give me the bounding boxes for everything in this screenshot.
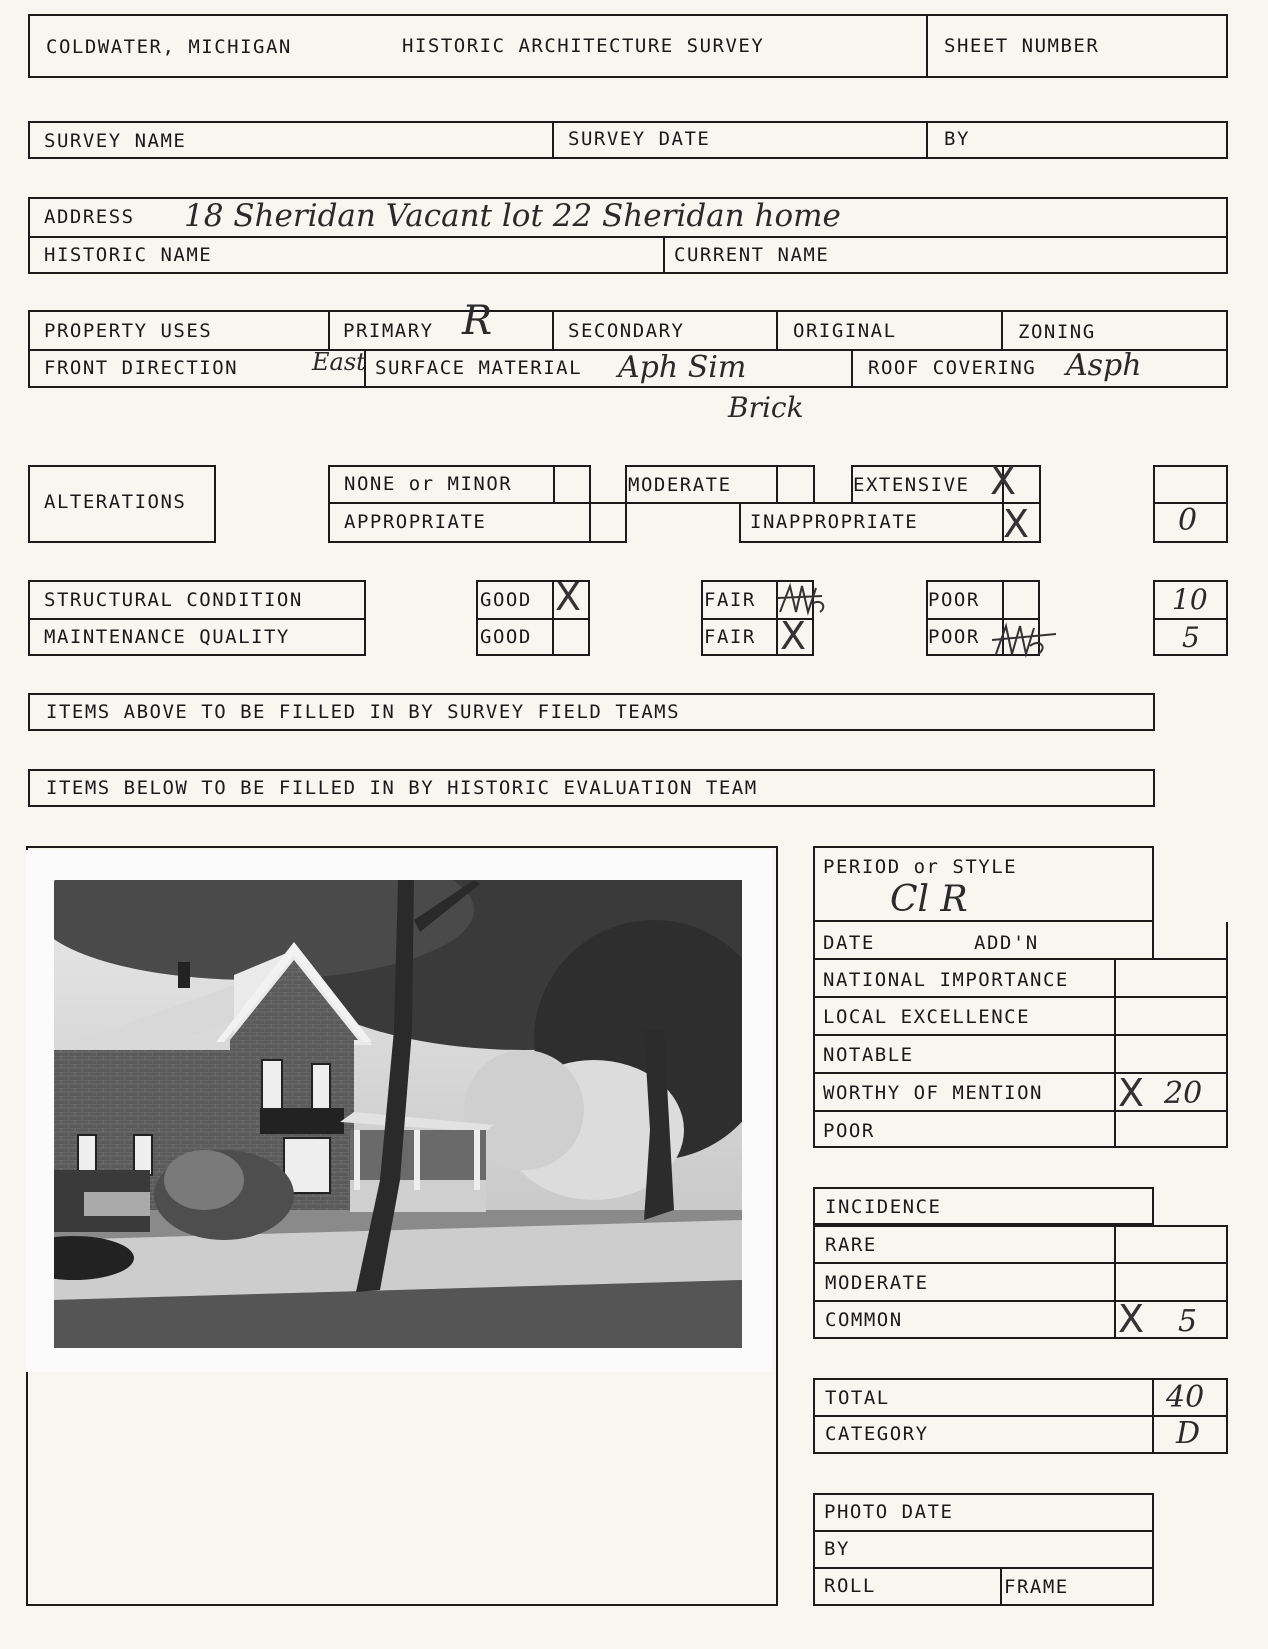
- house-photo-drawing: [54, 880, 742, 1348]
- structural-score: 10: [1172, 583, 1208, 616]
- alt-v6: [739, 502, 741, 543]
- structural-condition-label: STRUCTURAL CONDITION: [44, 589, 303, 611]
- worthy-of-mention-label: WORTHY OF MENTION: [823, 1082, 1043, 1104]
- alt-top-1: [328, 465, 590, 467]
- inc-line-3: [813, 1300, 1228, 1302]
- structural-poor-label: POOR: [928, 589, 980, 611]
- photo-date-label: PHOTO DATE: [824, 1501, 954, 1523]
- common-label: COMMON: [825, 1309, 903, 1331]
- primary-value: R: [462, 298, 493, 344]
- condition-score-mid: [1153, 618, 1228, 620]
- period-style-value: Cl R: [890, 879, 968, 920]
- survey-name-label: SURVEY NAME: [44, 130, 187, 152]
- addn-label: ADD'N: [974, 932, 1039, 954]
- date-label: DATE: [823, 932, 875, 954]
- inc-line-1: [813, 1225, 1228, 1227]
- alt-v4: [776, 465, 778, 502]
- survey-title: HISTORIC ARCHITECTURE SURVEY: [402, 35, 765, 57]
- eval-line-2: [813, 996, 1228, 998]
- totals-v: [1152, 1378, 1154, 1454]
- items-below-note: ITEMS BELOW TO BE FILLED IN BY HISTORIC EVALUATION TEAM: [46, 777, 758, 799]
- original-label: ORIGINAL: [793, 320, 897, 342]
- structural-good-label: GOOD: [480, 589, 532, 611]
- eval-line-3: [813, 1034, 1228, 1036]
- worthy-mark: X: [1118, 1071, 1145, 1115]
- alt-v9: [1039, 465, 1041, 543]
- location-label: COLDWATER, MICHIGAN: [46, 36, 292, 58]
- roll-label: ROLL: [824, 1575, 876, 1597]
- common-score: 5: [1178, 1304, 1198, 1339]
- category-label: CATEGORY: [825, 1423, 929, 1445]
- condition-label-mid: [28, 618, 366, 620]
- front-direction-label: FRONT DIRECTION: [44, 357, 239, 379]
- surface-material-value: Aph Sim: [618, 350, 747, 385]
- photo-info-v: [1000, 1567, 1002, 1606]
- historic-name-label: HISTORIC NAME: [44, 244, 213, 266]
- property-div-4: [1001, 310, 1003, 349]
- roof-covering-value: Asph: [1066, 348, 1142, 383]
- maintenance-fair-label: FAIR: [704, 626, 756, 648]
- sheet-number-label: SHEET NUMBER: [944, 35, 1100, 57]
- good-v: [552, 580, 554, 656]
- address-midline: [28, 236, 1228, 238]
- eval-line-4: [813, 1072, 1228, 1074]
- maintenance-poor-scribble: [990, 620, 1060, 658]
- property-div-6: [851, 349, 853, 388]
- inc-line-2: [813, 1262, 1228, 1264]
- extensive-mark: X: [990, 459, 1017, 503]
- photo-info-line-1: [813, 1530, 1154, 1532]
- alterations-label: ALTERATIONS: [44, 491, 187, 513]
- items-above-note: ITEMS ABOVE TO BE FILLED IN BY SURVEY FIELD TEAMS: [46, 701, 681, 723]
- current-name-label: CURRENT NAME: [674, 244, 830, 266]
- survey-divider-2: [926, 121, 928, 159]
- structural-fair-scribble: [776, 582, 828, 616]
- alterations-score: 0: [1178, 503, 1198, 538]
- inappropriate-label: INAPPROPRIATE: [750, 511, 919, 533]
- incidence-moderate-label: MODERATE: [825, 1272, 929, 1294]
- inc-v1: [1114, 1225, 1116, 1339]
- none-or-minor-label: NONE or MINOR: [344, 473, 513, 495]
- front-direction-value: East: [312, 348, 366, 376]
- structural-good-mark: X: [555, 575, 582, 619]
- category-value: D: [1176, 1416, 1201, 1451]
- alt-v5: [813, 465, 815, 502]
- primary-label: PRIMARY: [343, 320, 434, 342]
- common-mark: X: [1118, 1297, 1145, 1341]
- inappropriate-mark: X: [1003, 502, 1030, 546]
- extensive-label: EXTENSIVE: [853, 474, 970, 496]
- worthy-score: 20: [1164, 1076, 1203, 1111]
- survey-by-label: BY: [944, 128, 970, 150]
- header-divider: [926, 14, 928, 78]
- notable-label: NOTABLE: [823, 1044, 914, 1066]
- maintenance-fair-mark: X: [780, 614, 807, 658]
- address-label: ADDRESS: [44, 206, 135, 228]
- alt-v2: [589, 465, 591, 543]
- eval-poor-label: POOR: [823, 1120, 875, 1142]
- maintenance-quality-label: MAINTENANCE QUALITY: [44, 626, 290, 648]
- house-photo: [54, 880, 742, 1348]
- address-divider: [663, 236, 665, 274]
- survey-divider-1: [552, 121, 554, 159]
- incidence-label: INCIDENCE: [825, 1196, 942, 1218]
- address-value: 18 Sheridan Vacant lot 22 Sheridan home: [184, 198, 841, 234]
- surface-material-label: SURFACE MATERIAL: [375, 357, 583, 379]
- survey-date-label: SURVEY DATE: [568, 128, 711, 150]
- alt-mid: [328, 502, 1040, 504]
- maintenance-score: 5: [1182, 621, 1200, 654]
- total-value: 40: [1166, 1380, 1205, 1415]
- zoning-label: ZONING: [1018, 321, 1096, 343]
- property-div-2: [552, 310, 554, 349]
- property-uses-label: PROPERTY USES: [44, 320, 213, 342]
- totals-mid: [813, 1415, 1228, 1417]
- alt-v3: [625, 465, 627, 543]
- local-excellence-label: LOCAL EXCELLENCE: [823, 1006, 1031, 1028]
- alt-top-2: [625, 465, 815, 467]
- total-label: TOTAL: [825, 1387, 890, 1409]
- property-div-3: [776, 310, 778, 349]
- alt-bottom-1: [328, 541, 626, 543]
- maintenance-poor-label: POOR: [928, 626, 980, 648]
- national-importance-label: NATIONAL IMPORTANCE: [823, 969, 1069, 991]
- rare-label: RARE: [825, 1234, 877, 1256]
- roof-covering-label: ROOF COVERING: [868, 357, 1037, 379]
- eval-v1: [1114, 958, 1116, 1148]
- moderate-label: MODERATE: [628, 474, 732, 496]
- period-style-label: PERIOD or STYLE: [823, 856, 1018, 878]
- property-div-1: [328, 310, 330, 349]
- maintenance-good-label: GOOD: [480, 626, 532, 648]
- eval-line-1: [813, 958, 1228, 960]
- appropriate-label: APPROPRIATE: [344, 511, 487, 533]
- alt-bottom-2: [739, 541, 1040, 543]
- alt-v1: [553, 465, 555, 502]
- photo-info-line-2: [813, 1567, 1154, 1569]
- structural-fair-label: FAIR: [704, 589, 756, 611]
- frame-label: FRAME: [1004, 1576, 1069, 1598]
- secondary-label: SECONDARY: [568, 320, 685, 342]
- eval-v2: [1152, 922, 1154, 958]
- surface-material-value-2: Brick: [728, 391, 804, 424]
- photo-by-label: BY: [824, 1538, 850, 1560]
